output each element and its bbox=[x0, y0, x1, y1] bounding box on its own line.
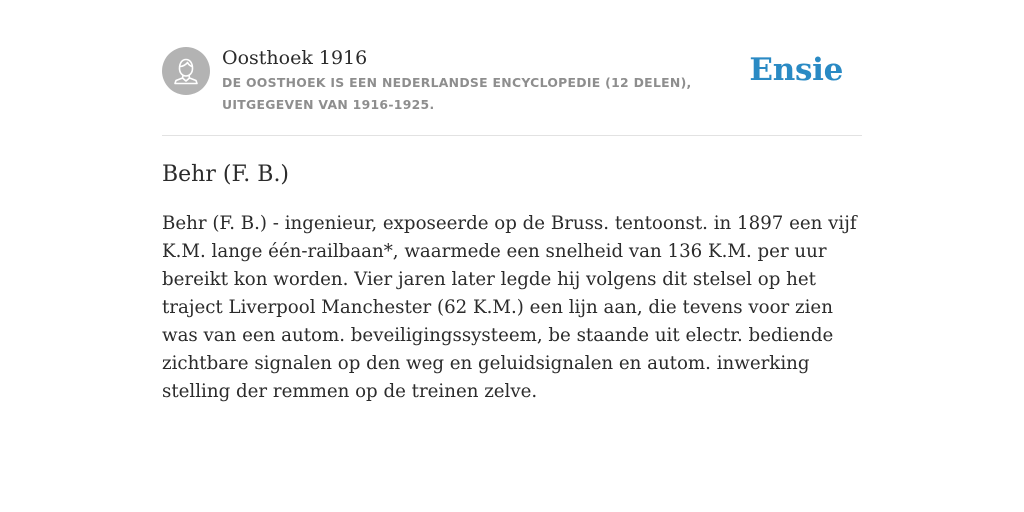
source-avatar[interactable] bbox=[162, 47, 210, 95]
user-icon bbox=[162, 47, 210, 95]
brand-logo[interactable]: Ensie bbox=[749, 52, 843, 88]
entry-content bbox=[162, 158, 862, 406]
entry-title: Behr (F. B.) bbox=[162, 162, 290, 187]
entry-body: Behr (F. B.) - ingenieur, exposeerde op de Bruss. tentoonst. in 1897 een vijf K.M. lange één-railbaan*, waarmede een snelheid van 136 K.M. per uur bereikt kon worden. Vier jaren later legde hij volgens dit stelsel op het traject Liverpool Manchester (62 K.M.) een lijn aan, die tevens voor zien was van een autom. beveiligingssysteem, be staande uit electr. bediende zichtbare signalen op den weg en geluidsignalen en autom. inwerking stelling der remmen op de treinen zelve. bbox=[162, 213, 857, 402]
source-title[interactable]: Oosthoek 1916 bbox=[222, 47, 368, 69]
source-header bbox=[162, 44, 862, 136]
source-description: DE OOSTHOEK IS EEN NEDERLANDSE ENCYCLOPEDIE (12 DELEN), UITGEGEVEN VAN 1916-1925. bbox=[222, 75, 692, 112]
